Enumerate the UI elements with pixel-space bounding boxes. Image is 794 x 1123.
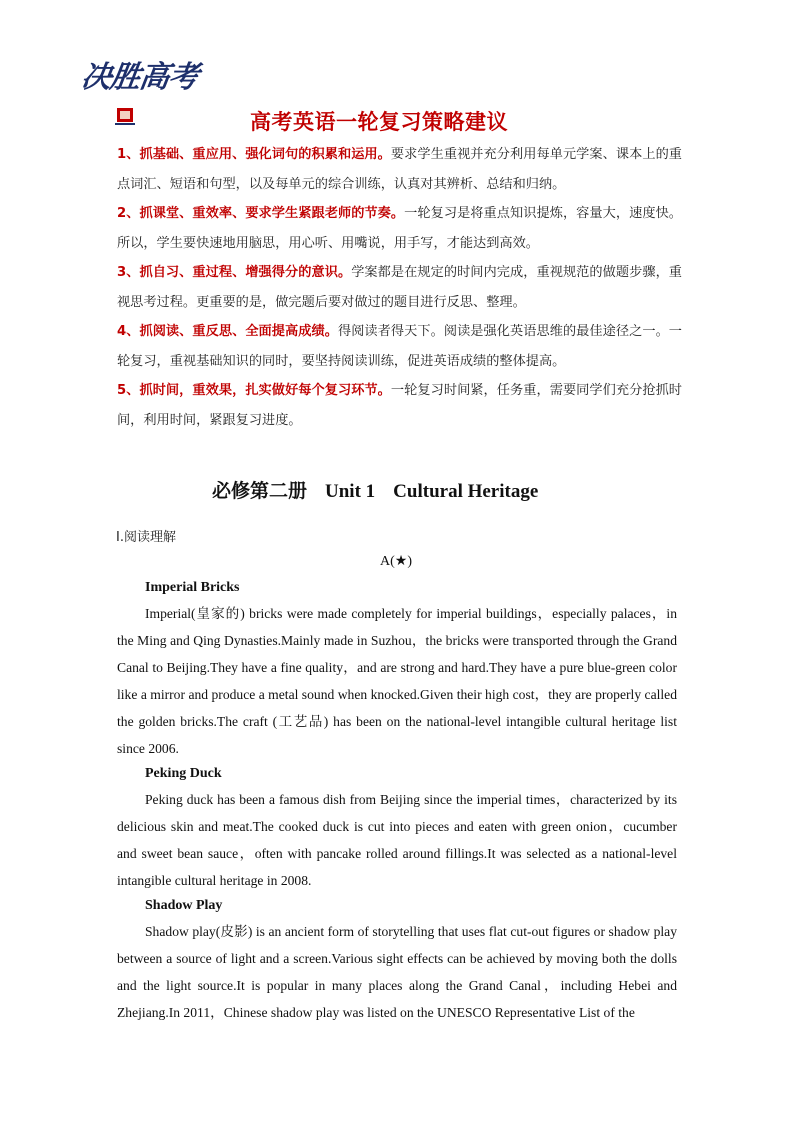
strategy-item xyxy=(117,140,682,199)
strategy-body: 学案都是在规定的时间内完成，重视规范的做题步骤，重视思考过程。更重要的是，做完题后要对做过的题目进行反思、整理。 xyxy=(117,265,682,310)
strategy-lead: 4、抓阅读、重反思、全面提高成绩。 xyxy=(117,324,338,339)
reading-passage xyxy=(117,576,677,1026)
article-paragraph: Peking duck has been a famous dish from Beijing since the imperial times，characterized by its delicious skin and meat.The cooked duck is cut into pieces and eaten with green onion，cucumber and sweet bean sauce，often with pancake rolled around fillings.It was selected as a national-level intangible cultural heritage in 2008. xyxy=(117,792,677,888)
strategy-body: 要求学生重视并充分利用每单元学案、课本上的重点词汇、短语和句型，以及每单元的综合训练，认真对其辨析、总结和归纳。 xyxy=(117,147,682,192)
strategy-list xyxy=(117,140,682,435)
section-label: Ⅰ.阅读理解 xyxy=(116,530,176,545)
article-paragraph: Shadow play(皮影) is an ancient form of storytelling that uses flat cut-out figures or shadow play between a source of light and a screen.Various sight effects can be achieved by moving both the dolls and the light source.It is popular in many places along the Grand Canal，including Hebei and Zhejiang.In 2011，Chinese shadow play was listed on the UNESCO Representative List of the xyxy=(117,924,677,1020)
strategy-item xyxy=(117,199,682,258)
article-paragraph: Imperial(皇家的) bricks were made completely for imperial buildings，especially palaces，in the Ming and Qing Dynasties.Mainly made in Suzhou，the bricks were transported through the Grand Canal to Beijing.They have a fine quality，and are strong and hard.They have a pure blue-green color like a mirror and produce a metal sound when knocked.Given their high cost，they are properly called the golden bricks.The craft (工艺品) has been on the national-level intangible cultural heritage list since 2006. xyxy=(117,606,677,756)
strategy-item xyxy=(117,258,682,317)
article-heading: Shadow Play xyxy=(145,898,223,913)
unit-title xyxy=(212,476,592,504)
strategy-body: 得阅读者得天下。阅读是强化英语思维的最佳途径之一。一轮复习，重视基础知识的同时，要坚持阅读训练，促进英语成绩的整体提高。 xyxy=(117,324,682,369)
stamp-icon xyxy=(114,104,136,126)
strategy-body: 一轮复习时间紧，任务重，需要同学们充分抢抓时间，利用时间，紧跟复习进度。 xyxy=(117,383,682,428)
strategy-lead: 2、抓课堂、重效率、要求学生紧跟老师的节奏。 xyxy=(117,206,405,221)
strategy-lead: 3、抓自习、重过程、增强得分的意识。 xyxy=(117,265,352,280)
passage-label: A(★) xyxy=(380,554,412,569)
logo-text: 决胜高考 xyxy=(79,60,200,95)
page-title: 高考英语一轮复习策略建议 xyxy=(250,110,508,134)
article-heading: Peking Duck xyxy=(145,766,222,781)
unit-number: Unit 1 xyxy=(325,481,376,502)
unit-topic: Cultural Heritage xyxy=(393,481,539,502)
strategy-item xyxy=(117,317,682,376)
unit-book: 必修第二册 xyxy=(212,481,308,502)
strategy-lead: 5、抓时间，重效果，扎实做好每个复习环节。 xyxy=(117,383,391,398)
brand-logo xyxy=(80,52,204,134)
strategy-item xyxy=(117,376,682,435)
strategy-body: 一轮复习是将重点知识提炼，容量大，速度快。所以，学生要快速地用脑思，用心听、用嘴说，用手写，才能达到高效。 xyxy=(117,206,682,251)
strategy-lead: 1、抓基础、重应用、强化词句的积累和运用。 xyxy=(117,147,391,162)
article-heading: Imperial Bricks xyxy=(145,580,240,595)
